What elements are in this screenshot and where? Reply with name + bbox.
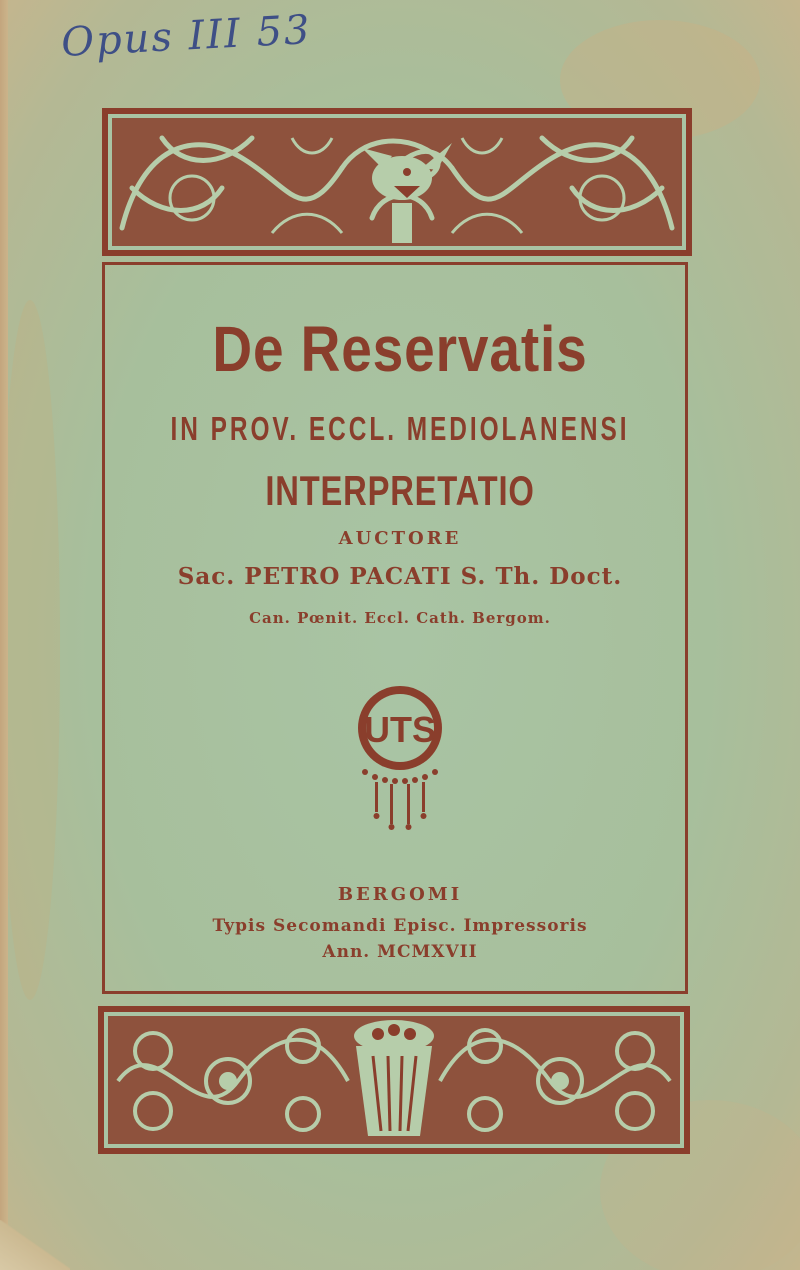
author-office: Can. Pœnit. Eccl. Cath. Bergom. — [249, 609, 551, 627]
publisher-emblem — [345, 680, 455, 830]
dragon-ornament — [102, 108, 692, 256]
subtitle-line-2: INTERPRETATIO — [265, 467, 535, 514]
handwritten-inscription: Opus III 53 — [60, 6, 313, 67]
emblem-monogram: UTS — [364, 709, 436, 750]
bottom-ornament-band — [98, 1006, 690, 1154]
top-ornament-band — [102, 108, 692, 256]
floral-vase-ornament — [98, 1006, 690, 1154]
imprint-year: Ann. MCMXVII — [322, 942, 478, 962]
auctore-label: AUCTORE — [338, 528, 462, 549]
worn-corner — [0, 1220, 70, 1270]
author-name: Sac. PETRO PACATI S. Th. Doct. — [177, 563, 623, 590]
imprint-city: BERGOMI — [337, 884, 463, 905]
subtitle-line-1: IN PROV. ECCL. MEDIOLANENSI — [170, 410, 630, 447]
book-title: De Reservatis — [212, 313, 588, 385]
imprint-printer: Typis Secomandi Episc. Impressoris — [212, 916, 588, 936]
spine-edge — [0, 0, 8, 1270]
